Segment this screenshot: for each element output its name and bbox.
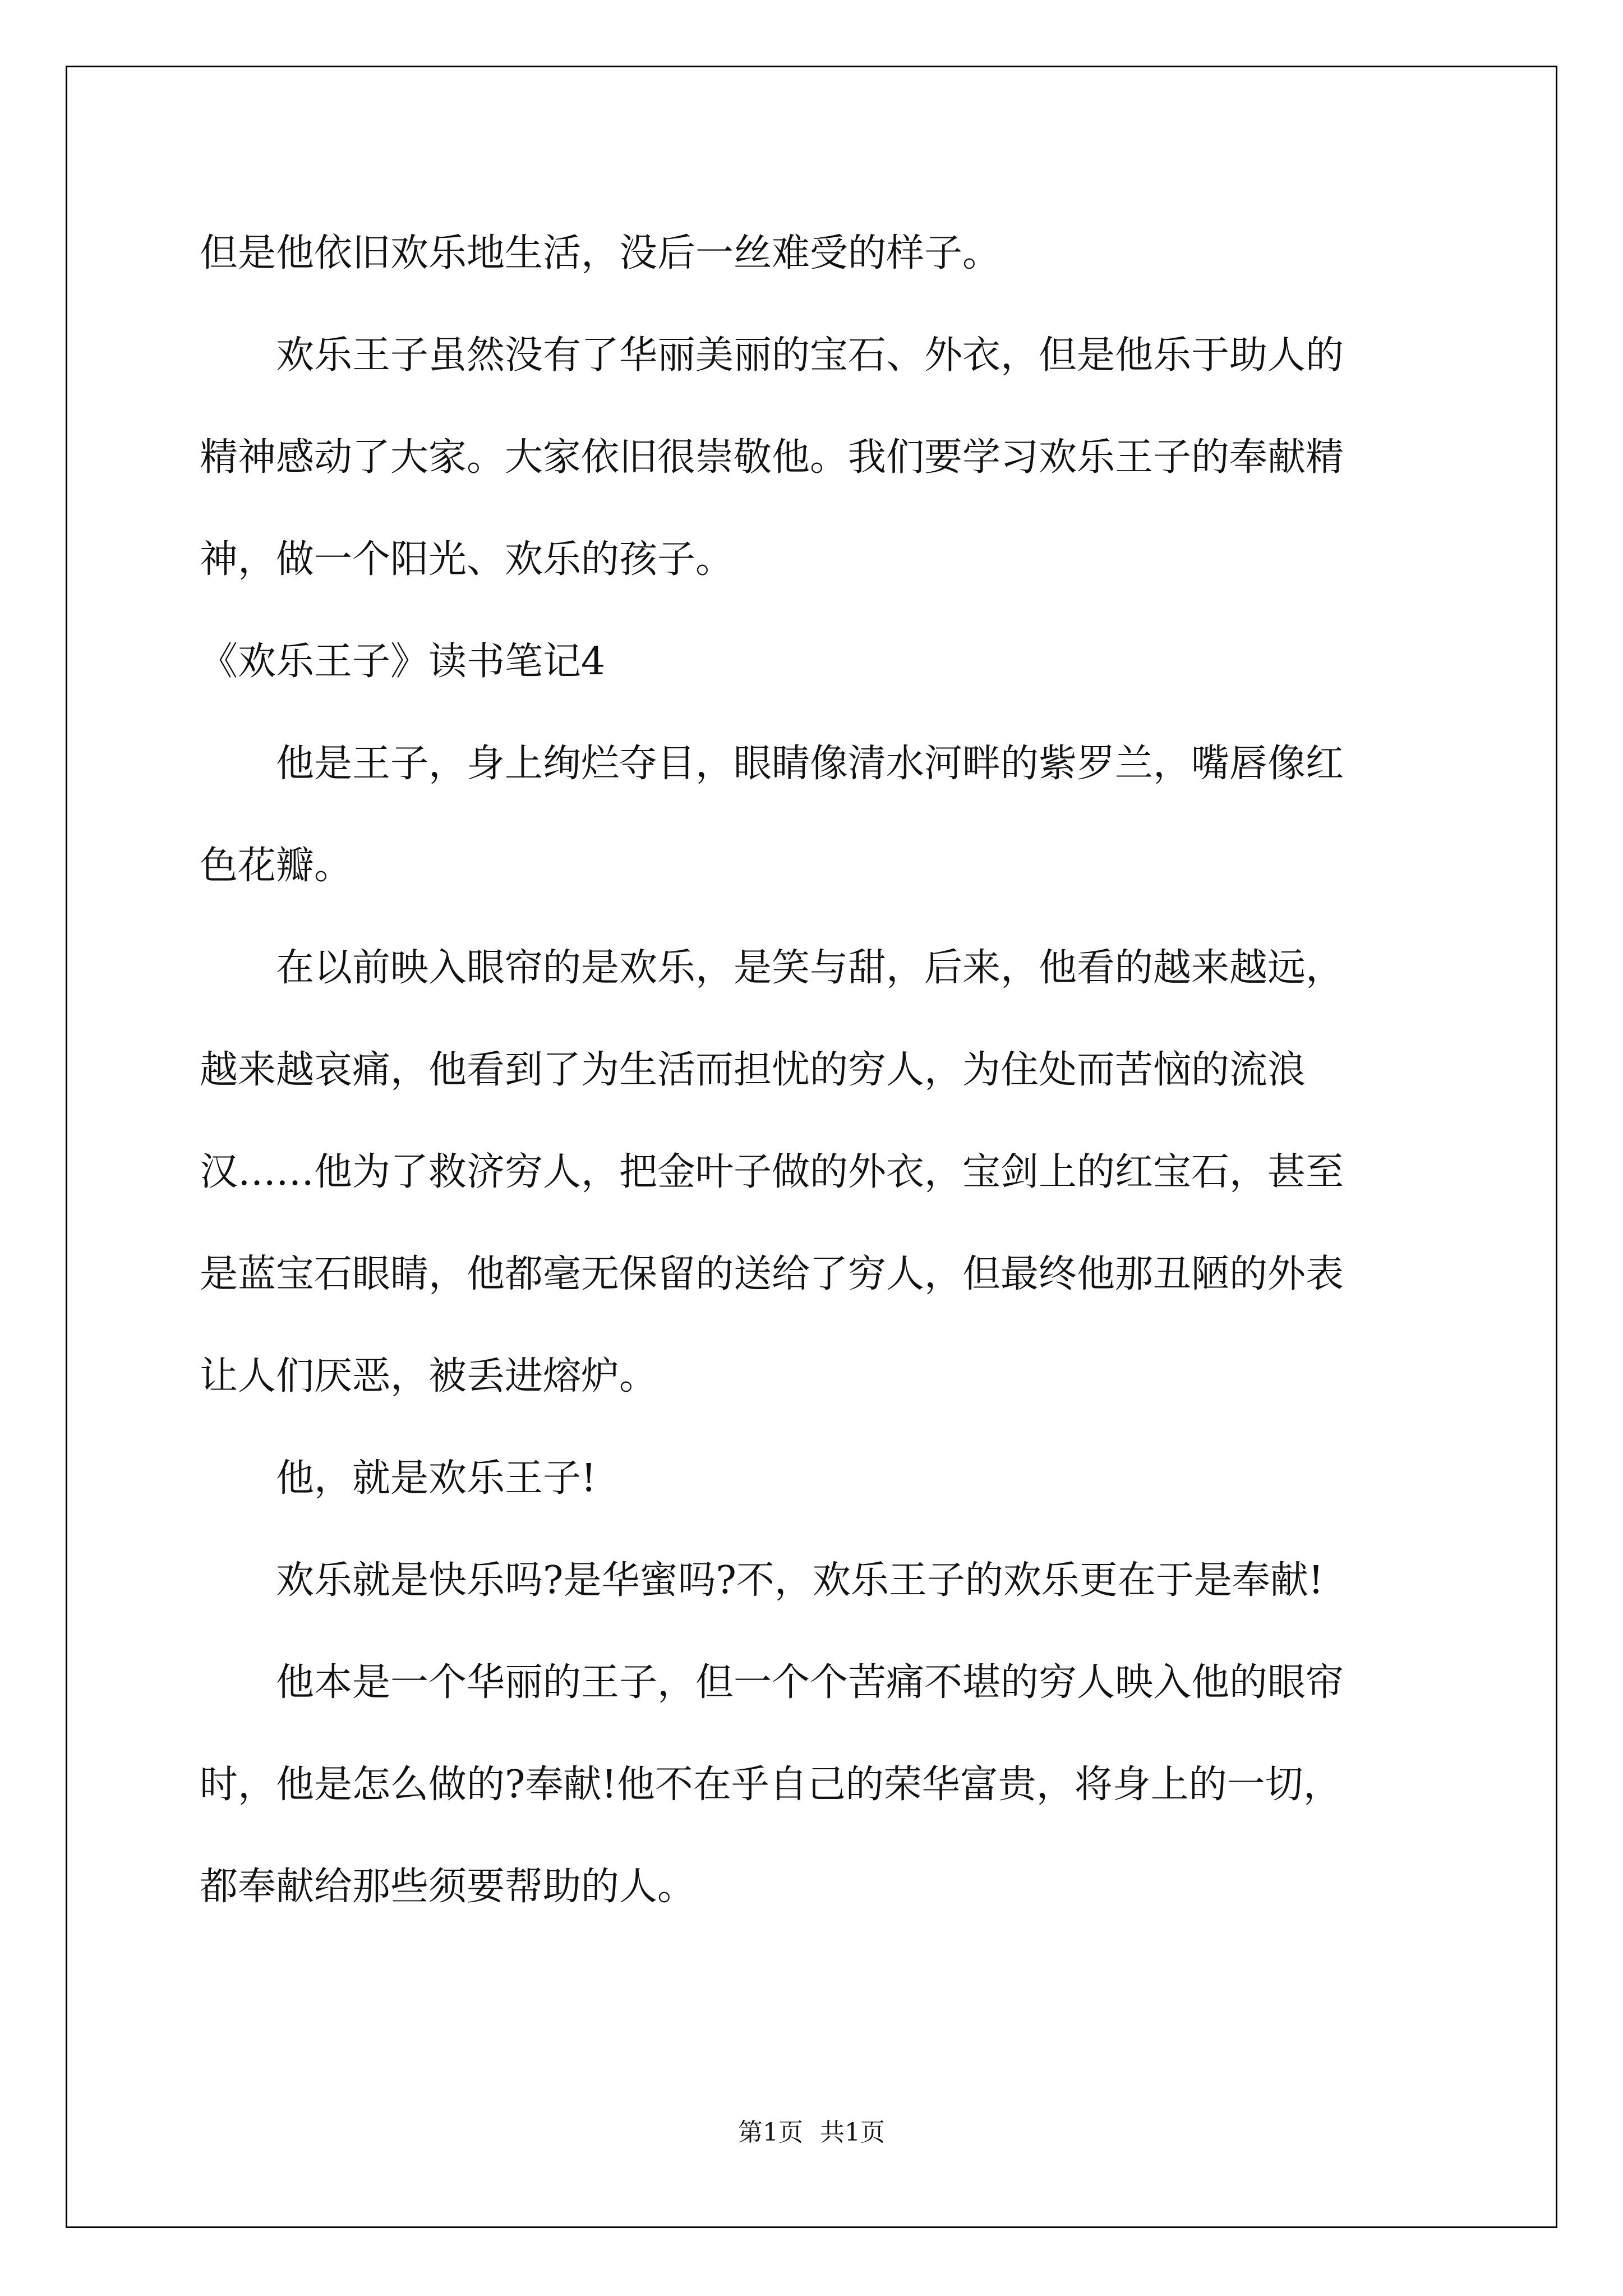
text-line: 他是王子，身上绚烂夺目，眼睛像清水河畔的紫罗兰，嘴唇像红	[200, 742, 1344, 786]
text-line: 让人们厌恶，被丢进熔炉。	[200, 1354, 658, 1398]
text-line: 都奉献给那些须要帮助的人。	[200, 1865, 696, 1909]
text-line: 在以前映入眼帘的是欢乐，是笑与甜，后来，他看的越来越远，	[200, 946, 1344, 990]
text-line: 欢乐王子虽然没有了华丽美丽的宝石、外衣，但是他乐于助人的	[200, 333, 1344, 378]
text-line: 色花瓣。	[200, 844, 353, 888]
page-number: 第1页	[738, 2118, 803, 2147]
section-heading: 《欢乐王子》读书笔记4	[200, 639, 606, 684]
text-line: 时，他是怎么做的?奉献!他不在乎自己的荣华富贵，将身上的一切，	[200, 1763, 1341, 1807]
text-line: 欢乐就是快乐吗?是华蜜吗?不，欢乐王子的欢乐更在于是奉献!	[200, 1558, 1324, 1603]
page-footer	[0, 2112, 1623, 2148]
text-line: 但是他依旧欢乐地生活，没后一丝难受的样子。	[200, 231, 1001, 275]
text-line: 越来越哀痛，他看到了为生活而担忧的穷人，为住处而苦恼的流浪	[200, 1048, 1306, 1092]
text-line: 神，做一个阳光、欢乐的孩子。	[200, 537, 734, 582]
page-total: 共1页	[820, 2118, 885, 2147]
text-line: 他，就是欢乐王子!	[200, 1456, 597, 1501]
text-line: 是蓝宝石眼睛，他都毫无保留的送给了穷人，但最终他那丑陋的外表	[200, 1252, 1344, 1296]
text-line: 汉……他为了救济穷人，把金叶子做的外衣，宝剑上的红宝石，甚至	[200, 1150, 1344, 1194]
text-line: 他本是一个华丽的王子，但一个个苦痛不堪的穷人映入他的眼帘	[200, 1660, 1344, 1705]
text-line: 精神感动了大家。大家依旧很崇敬他。我们要学习欢乐王子的奉献精	[200, 435, 1344, 480]
